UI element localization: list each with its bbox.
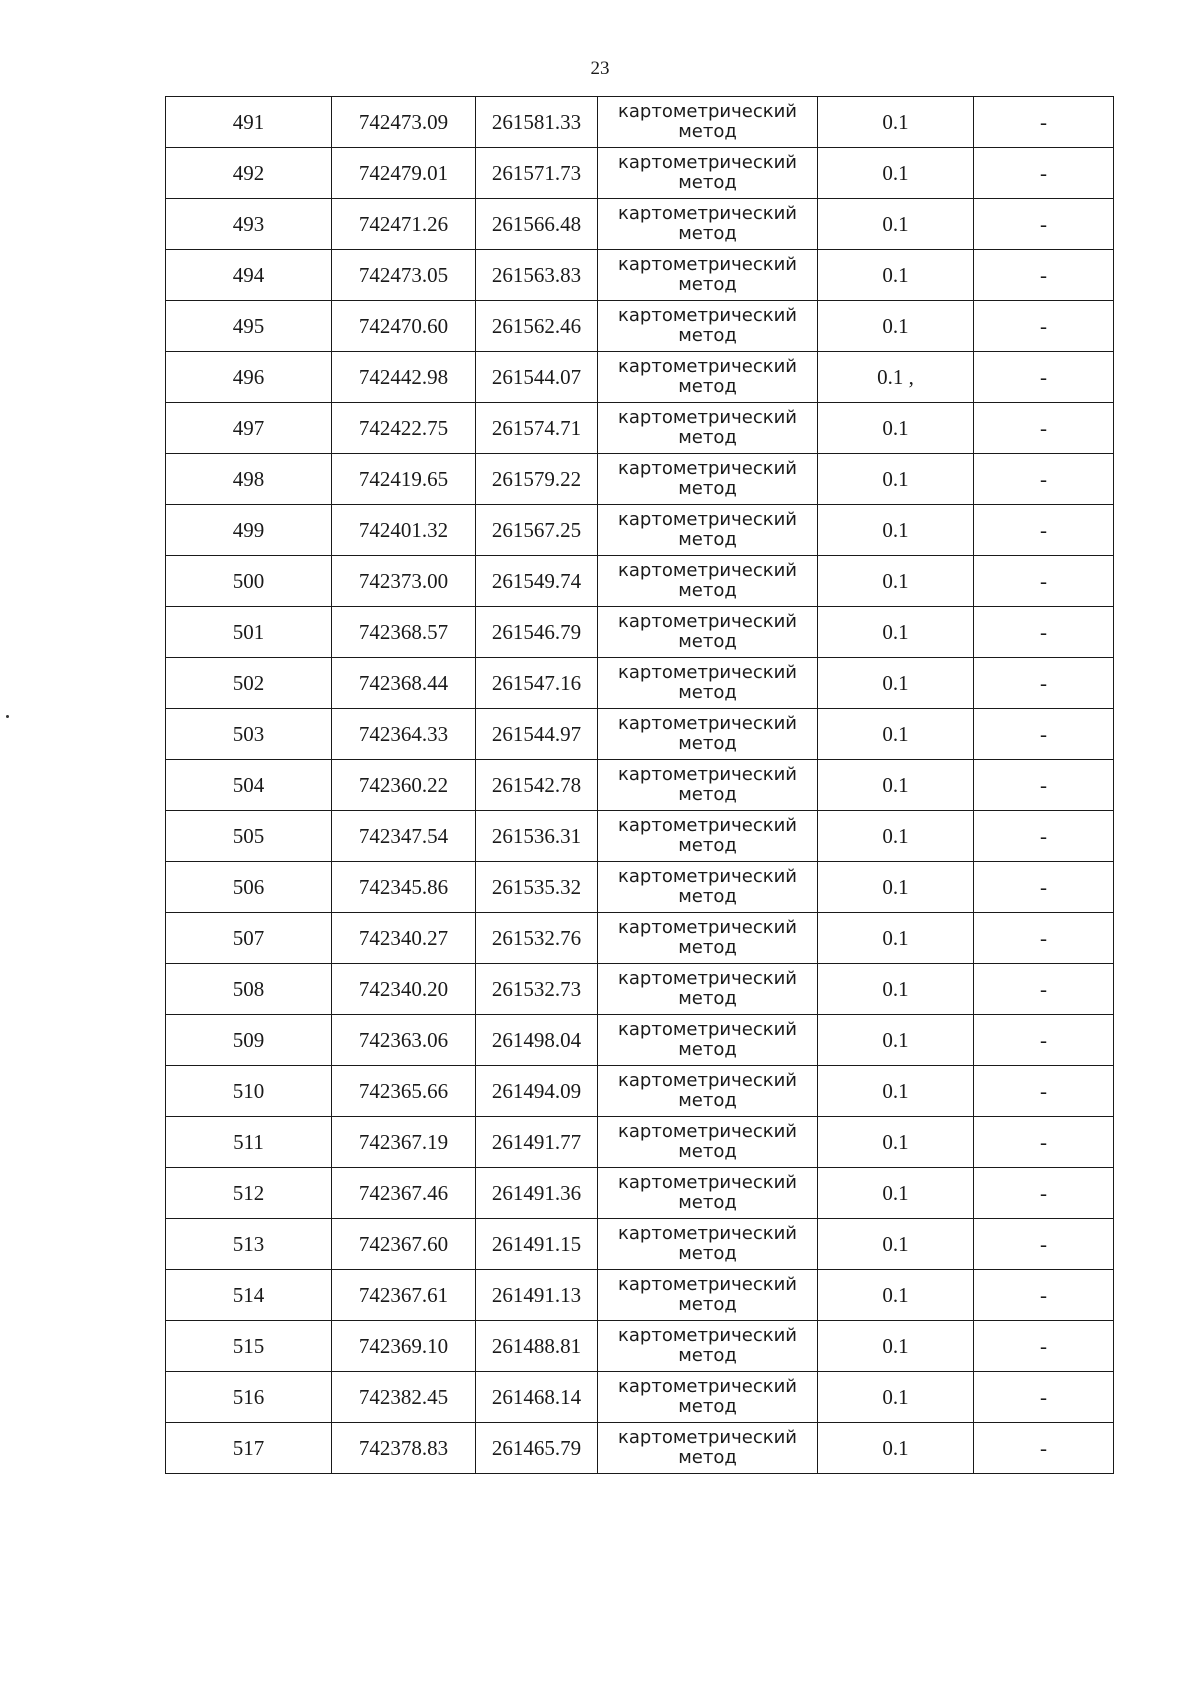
method-cell xyxy=(598,199,818,250)
dash-cell: - xyxy=(974,607,1114,658)
y-coordinate-cell: 261566.48 xyxy=(476,199,598,250)
accuracy-cell: 0.1 xyxy=(818,760,974,811)
method-line-1: картометрический xyxy=(618,305,797,327)
method-line-1: картометрический xyxy=(618,1376,797,1398)
method-cell xyxy=(598,964,818,1015)
method-cell xyxy=(598,97,818,148)
method-cell xyxy=(598,760,818,811)
point-number-cell: 509 xyxy=(166,1015,332,1066)
table-row xyxy=(166,148,1114,199)
method-cell xyxy=(598,1015,818,1066)
method-line-1: картометрический xyxy=(618,764,797,786)
dash-cell: - xyxy=(974,454,1114,505)
x-coordinate-cell: 742471.26 xyxy=(332,199,476,250)
accuracy-cell: 0.1 xyxy=(818,811,974,862)
dash-cell: - xyxy=(974,1372,1114,1423)
x-coordinate-cell: 742419.65 xyxy=(332,454,476,505)
point-number-cell: 516 xyxy=(166,1372,332,1423)
point-number-cell: 502 xyxy=(166,658,332,709)
method-cell xyxy=(598,1423,818,1474)
y-coordinate-cell: 261571.73 xyxy=(476,148,598,199)
x-coordinate-cell: 742345.86 xyxy=(332,862,476,913)
x-coordinate-cell: 742473.05 xyxy=(332,250,476,301)
y-coordinate-cell: 261498.04 xyxy=(476,1015,598,1066)
x-coordinate-cell: 742367.19 xyxy=(332,1117,476,1168)
point-number-cell: 493 xyxy=(166,199,332,250)
dash-cell: - xyxy=(974,148,1114,199)
method-line-1: картометрический xyxy=(618,101,797,123)
point-number-cell: 506 xyxy=(166,862,332,913)
table-row xyxy=(166,913,1114,964)
point-number-cell: 513 xyxy=(166,1219,332,1270)
point-number-cell: 501 xyxy=(166,607,332,658)
point-number-cell: 508 xyxy=(166,964,332,1015)
point-number-cell: 498 xyxy=(166,454,332,505)
accuracy-cell: 0.1 xyxy=(818,1219,974,1270)
method-line-1: картометрический xyxy=(618,968,797,990)
accuracy-cell: 0.1 xyxy=(818,1168,974,1219)
y-coordinate-cell: 261547.16 xyxy=(476,658,598,709)
accuracy-cell: 0.1 xyxy=(818,556,974,607)
method-line-2: метод xyxy=(678,988,737,1009)
y-coordinate-cell: 261544.07 xyxy=(476,352,598,403)
method-line-1: картометрический xyxy=(618,611,797,633)
y-coordinate-cell: 261488.81 xyxy=(476,1321,598,1372)
dash-cell: - xyxy=(974,811,1114,862)
method-line-2: метод xyxy=(678,1345,737,1366)
y-coordinate-cell: 261491.13 xyxy=(476,1270,598,1321)
x-coordinate-cell: 742382.45 xyxy=(332,1372,476,1423)
accuracy-cell: 0.1 xyxy=(818,403,974,454)
y-coordinate-cell: 261536.31 xyxy=(476,811,598,862)
dash-cell: - xyxy=(974,403,1114,454)
point-number-cell: 497 xyxy=(166,403,332,454)
method-line-1: картометрический xyxy=(618,254,797,276)
x-coordinate-cell: 742479.01 xyxy=(332,148,476,199)
table-row xyxy=(166,250,1114,301)
point-number-cell: 496 xyxy=(166,352,332,403)
point-number-cell: 505 xyxy=(166,811,332,862)
method-line-2: метод xyxy=(678,478,737,499)
x-coordinate-cell: 742365.66 xyxy=(332,1066,476,1117)
accuracy-cell: 0.1 xyxy=(818,964,974,1015)
x-coordinate-cell: 742347.54 xyxy=(332,811,476,862)
point-number-cell: 511 xyxy=(166,1117,332,1168)
method-line-1: картометрический xyxy=(618,1223,797,1245)
x-coordinate-cell: 742368.57 xyxy=(332,607,476,658)
y-coordinate-cell: 261581.33 xyxy=(476,97,598,148)
method-line-1: картометрический xyxy=(618,815,797,837)
method-line-2: метод xyxy=(678,172,737,193)
accuracy-cell: 0.1 xyxy=(818,913,974,964)
y-coordinate-cell: 261491.77 xyxy=(476,1117,598,1168)
dash-cell: - xyxy=(974,1066,1114,1117)
method-line-2: метод xyxy=(678,427,737,448)
method-line-2: метод xyxy=(678,1243,737,1264)
accuracy-cell: 0.1 xyxy=(818,301,974,352)
table-row xyxy=(166,1219,1114,1270)
method-line-1: картометрический xyxy=(618,560,797,582)
accuracy-cell: 0.1 xyxy=(818,607,974,658)
method-line-1: картометрический xyxy=(618,407,797,429)
method-line-1: картометрический xyxy=(618,356,797,378)
method-line-2: метод xyxy=(678,1090,737,1111)
dash-cell: - xyxy=(974,1423,1114,1474)
method-line-1: картометрический xyxy=(618,713,797,735)
method-cell xyxy=(598,811,818,862)
method-line-2: метод xyxy=(678,784,737,805)
method-cell xyxy=(598,658,818,709)
dash-cell: - xyxy=(974,352,1114,403)
coordinates-table-body xyxy=(166,97,1114,1474)
x-coordinate-cell: 742401.32 xyxy=(332,505,476,556)
y-coordinate-cell: 261468.14 xyxy=(476,1372,598,1423)
point-number-cell: 507 xyxy=(166,913,332,964)
method-cell xyxy=(598,556,818,607)
dash-cell: - xyxy=(974,505,1114,556)
y-coordinate-cell: 261542.78 xyxy=(476,760,598,811)
method-line-2: метод xyxy=(678,274,737,295)
dash-cell: - xyxy=(974,556,1114,607)
table-row xyxy=(166,1066,1114,1117)
method-line-1: картометрический xyxy=(618,1325,797,1347)
page-number: 23 xyxy=(590,58,610,79)
accuracy-cell: 0.1 xyxy=(818,505,974,556)
method-line-2: метод xyxy=(678,529,737,550)
dash-cell: - xyxy=(974,301,1114,352)
method-cell xyxy=(598,1372,818,1423)
x-coordinate-cell: 742473.09 xyxy=(332,97,476,148)
method-line-1: картометрический xyxy=(618,458,797,480)
method-line-1: картометрический xyxy=(618,917,797,939)
accuracy-cell: 0.1 xyxy=(818,1270,974,1321)
method-cell xyxy=(598,1168,818,1219)
method-line-2: метод xyxy=(678,835,737,856)
table-row xyxy=(166,1321,1114,1372)
accuracy-cell: 0.1 xyxy=(818,1117,974,1168)
y-coordinate-cell: 261535.32 xyxy=(476,862,598,913)
dash-cell: - xyxy=(974,964,1114,1015)
x-coordinate-cell: 742470.60 xyxy=(332,301,476,352)
dash-cell: - xyxy=(974,1015,1114,1066)
method-line-2: метод xyxy=(678,1447,737,1468)
y-coordinate-cell: 261532.73 xyxy=(476,964,598,1015)
y-coordinate-cell: 261491.15 xyxy=(476,1219,598,1270)
method-cell xyxy=(598,301,818,352)
y-coordinate-cell: 261549.74 xyxy=(476,556,598,607)
method-line-2: метод xyxy=(678,1396,737,1417)
table-row xyxy=(166,709,1114,760)
x-coordinate-cell: 742340.27 xyxy=(332,913,476,964)
point-number-cell: 503 xyxy=(166,709,332,760)
method-cell xyxy=(598,709,818,760)
point-number-cell: 500 xyxy=(166,556,332,607)
method-cell xyxy=(598,403,818,454)
accuracy-cell: 0.1 xyxy=(818,1321,974,1372)
point-number-cell: 504 xyxy=(166,760,332,811)
x-coordinate-cell: 742367.61 xyxy=(332,1270,476,1321)
accuracy-cell: 0.1 xyxy=(818,709,974,760)
method-line-2: метод xyxy=(678,376,737,397)
point-number-cell: 494 xyxy=(166,250,332,301)
table-row xyxy=(166,862,1114,913)
table-row xyxy=(166,760,1114,811)
accuracy-cell: 0.1 xyxy=(818,1372,974,1423)
method-cell xyxy=(598,1219,818,1270)
dash-cell: - xyxy=(974,658,1114,709)
method-line-2: метод xyxy=(678,733,737,754)
method-line-1: картометрический xyxy=(618,1019,797,1041)
x-coordinate-cell: 742368.44 xyxy=(332,658,476,709)
accuracy-cell: 0.1 , xyxy=(818,352,974,403)
table-row xyxy=(166,607,1114,658)
method-line-2: метод xyxy=(678,580,737,601)
y-coordinate-cell: 261563.83 xyxy=(476,250,598,301)
accuracy-cell: 0.1 xyxy=(818,148,974,199)
point-number-cell: 491 xyxy=(166,97,332,148)
y-coordinate-cell: 261544.97 xyxy=(476,709,598,760)
method-line-1: картометрический xyxy=(618,1274,797,1296)
method-line-2: метод xyxy=(678,121,737,142)
x-coordinate-cell: 742363.06 xyxy=(332,1015,476,1066)
dash-cell: - xyxy=(974,913,1114,964)
method-cell xyxy=(598,1270,818,1321)
x-coordinate-cell: 742378.83 xyxy=(332,1423,476,1474)
table-row xyxy=(166,1168,1114,1219)
method-cell xyxy=(598,148,818,199)
dash-cell: - xyxy=(974,709,1114,760)
point-number-cell: 510 xyxy=(166,1066,332,1117)
method-cell xyxy=(598,862,818,913)
accuracy-cell: 0.1 xyxy=(818,862,974,913)
table-row xyxy=(166,505,1114,556)
table-row xyxy=(166,964,1114,1015)
accuracy-cell: 0.1 xyxy=(818,658,974,709)
accuracy-cell: 0.1 xyxy=(818,1423,974,1474)
table-row xyxy=(166,1270,1114,1321)
y-coordinate-cell: 261579.22 xyxy=(476,454,598,505)
method-line-1: картометрический xyxy=(618,509,797,531)
method-line-2: метод xyxy=(678,223,737,244)
x-coordinate-cell: 742422.75 xyxy=(332,403,476,454)
table-row xyxy=(166,403,1114,454)
y-coordinate-cell: 261494.09 xyxy=(476,1066,598,1117)
method-line-1: картометрический xyxy=(618,1172,797,1194)
table-row xyxy=(166,199,1114,250)
scan-speck xyxy=(6,715,9,718)
point-number-cell: 512 xyxy=(166,1168,332,1219)
method-line-1: картометрический xyxy=(618,152,797,174)
accuracy-cell: 0.1 xyxy=(818,97,974,148)
method-cell xyxy=(598,1117,818,1168)
method-line-1: картометрический xyxy=(618,1427,797,1449)
table-row xyxy=(166,1372,1114,1423)
x-coordinate-cell: 742442.98 xyxy=(332,352,476,403)
y-coordinate-cell: 261567.25 xyxy=(476,505,598,556)
x-coordinate-cell: 742373.00 xyxy=(332,556,476,607)
table-row xyxy=(166,97,1114,148)
x-coordinate-cell: 742360.22 xyxy=(332,760,476,811)
method-line-2: метод xyxy=(678,1294,737,1315)
accuracy-cell: 0.1 xyxy=(818,454,974,505)
y-coordinate-cell: 261574.71 xyxy=(476,403,598,454)
dash-cell: - xyxy=(974,1219,1114,1270)
x-coordinate-cell: 742367.46 xyxy=(332,1168,476,1219)
point-number-cell: 495 xyxy=(166,301,332,352)
table-row xyxy=(166,352,1114,403)
method-line-1: картометрический xyxy=(618,203,797,225)
method-line-1: картометрический xyxy=(618,866,797,888)
method-cell xyxy=(598,352,818,403)
method-line-2: метод xyxy=(678,937,737,958)
table-row xyxy=(166,556,1114,607)
method-line-2: метод xyxy=(678,1192,737,1213)
coordinates-table xyxy=(165,96,1114,1474)
point-number-cell: 515 xyxy=(166,1321,332,1372)
table-row xyxy=(166,1015,1114,1066)
method-cell xyxy=(598,250,818,301)
dash-cell: - xyxy=(974,1117,1114,1168)
method-line-1: картометрический xyxy=(618,1121,797,1143)
table-row xyxy=(166,301,1114,352)
x-coordinate-cell: 742364.33 xyxy=(332,709,476,760)
dash-cell: - xyxy=(974,250,1114,301)
method-cell xyxy=(598,505,818,556)
method-line-1: картометрический xyxy=(618,662,797,684)
method-cell xyxy=(598,607,818,658)
dash-cell: - xyxy=(974,1270,1114,1321)
point-number-cell: 492 xyxy=(166,148,332,199)
method-line-2: метод xyxy=(678,325,737,346)
accuracy-cell: 0.1 xyxy=(818,250,974,301)
x-coordinate-cell: 742369.10 xyxy=(332,1321,476,1372)
method-line-2: метод xyxy=(678,631,737,652)
point-number-cell: 514 xyxy=(166,1270,332,1321)
y-coordinate-cell: 261491.36 xyxy=(476,1168,598,1219)
dash-cell: - xyxy=(974,97,1114,148)
x-coordinate-cell: 742367.60 xyxy=(332,1219,476,1270)
table-row xyxy=(166,454,1114,505)
method-line-2: метод xyxy=(678,1039,737,1060)
accuracy-cell: 0.1 xyxy=(818,199,974,250)
method-line-1: картометрический xyxy=(618,1070,797,1092)
dash-cell: - xyxy=(974,760,1114,811)
accuracy-cell: 0.1 xyxy=(818,1015,974,1066)
table-row xyxy=(166,811,1114,862)
point-number-cell: 517 xyxy=(166,1423,332,1474)
y-coordinate-cell: 261546.79 xyxy=(476,607,598,658)
x-coordinate-cell: 742340.20 xyxy=(332,964,476,1015)
method-cell xyxy=(598,1066,818,1117)
table-row xyxy=(166,1423,1114,1474)
method-line-2: метод xyxy=(678,682,737,703)
table-row xyxy=(166,1117,1114,1168)
method-cell xyxy=(598,913,818,964)
y-coordinate-cell: 261562.46 xyxy=(476,301,598,352)
method-cell xyxy=(598,1321,818,1372)
table-row xyxy=(166,658,1114,709)
point-number-cell: 499 xyxy=(166,505,332,556)
dash-cell: - xyxy=(974,199,1114,250)
dash-cell: - xyxy=(974,1168,1114,1219)
accuracy-cell: 0.1 xyxy=(818,1066,974,1117)
y-coordinate-cell: 261532.76 xyxy=(476,913,598,964)
dash-cell: - xyxy=(974,1321,1114,1372)
method-line-2: метод xyxy=(678,1141,737,1162)
dash-cell: - xyxy=(974,862,1114,913)
y-coordinate-cell: 261465.79 xyxy=(476,1423,598,1474)
method-line-2: метод xyxy=(678,886,737,907)
method-cell xyxy=(598,454,818,505)
